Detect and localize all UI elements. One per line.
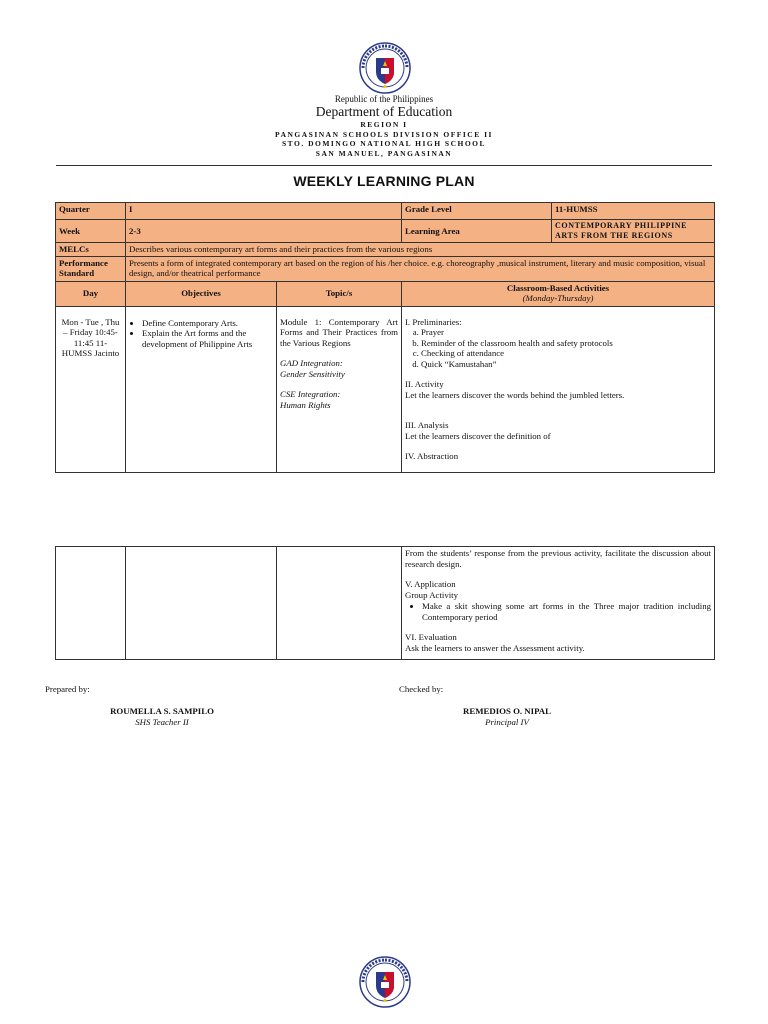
checked-by-name: REMEDIOS O. NIPAL	[462, 706, 552, 716]
preliminary-item: c. Checking of attendance	[421, 348, 711, 359]
prepared-by-label: Prepared by:	[45, 684, 90, 694]
activities-header-title: Classroom-Based Activities	[506, 282, 610, 293]
performance-row	[56, 256, 715, 281]
objective-item: • Define Contemporary Arts.	[142, 318, 273, 329]
address-text: SAN MANUEL, PANGASINAN	[315, 148, 453, 158]
header-divider	[56, 165, 712, 166]
page-title: WEEKLY LEARNING PLAN	[293, 173, 475, 189]
activity-text: Let the learners discover the words behind the jumbled letters.	[405, 389, 625, 400]
activity-heading: II. Activity	[405, 379, 444, 389]
application-item: • Make a skit showing some art forms in the Three major tradition including Contemporary period	[422, 601, 711, 622]
learning-area-value: CONTEMPORARY PHILIPPINE ARTS FROM THE REGIONS	[552, 220, 715, 243]
school-text: STO. DOMINGO NATIONAL HIGH SCHOOL	[281, 139, 487, 148]
application-list	[405, 601, 711, 622]
preliminary-item: d. Quick “Kamustahan”	[421, 359, 711, 370]
objectives-list	[129, 318, 273, 350]
week-label: Week	[56, 220, 126, 243]
deped-seal-footer-logo	[359, 956, 411, 1008]
quarter-label: Quarter	[56, 203, 126, 220]
activities-continued-cell	[402, 547, 715, 660]
column-header-row	[56, 281, 715, 306]
application-heading: V. Application	[405, 579, 456, 589]
deped-seal-logo	[359, 42, 411, 94]
abstraction-heading: IV. Abstraction	[405, 451, 459, 461]
learning-plan-table	[55, 202, 715, 473]
objectives-header: Objectives	[126, 281, 277, 306]
office-lines	[0, 120, 768, 158]
republic-text: Republic of the Philippines	[334, 94, 434, 104]
activities-header-subtitle: (Monday-Thursday)	[522, 293, 594, 303]
week-row	[56, 220, 715, 243]
topic-module: Module 1: Contemporary Art Forms and Their Practices from the Various Regions	[280, 316, 398, 348]
cse-integration-value: Human Rights	[280, 399, 331, 410]
continuation-table	[55, 546, 715, 660]
day-cell: Mon - Tue , Thu – Friday 10:45-11:45 11-HUMSS Jacinto	[56, 306, 126, 472]
grade-level-label: Grade Level	[402, 203, 552, 220]
division-text: PANGASINAN SCHOOLS DIVISION OFFICE II	[275, 129, 493, 139]
checked-by-title: Principal IV	[485, 717, 529, 727]
prepared-by-title: SHS Teacher II	[135, 717, 189, 727]
prepared-by-name: ROUMELLA S. SAMPILO	[110, 706, 214, 716]
objective-item: • Explain the Art forms and the development of Philippine Arts	[142, 328, 273, 349]
topics-cell	[277, 306, 402, 472]
topics-header: Topic/s	[277, 281, 402, 306]
week-value: 2-3	[126, 220, 402, 243]
application-subheading: Group Activity	[405, 589, 459, 600]
grade-level-value: 11-HUMSS	[552, 203, 715, 220]
evaluation-text: Ask the learners to answer the Assessment activity.	[405, 642, 585, 653]
learning-area-label: Learning Area	[402, 220, 552, 243]
quarter-row	[56, 203, 715, 220]
region-text: REGION I	[360, 120, 408, 129]
preliminary-item: b. Reminder of the classroom health and safety protocols	[421, 338, 711, 349]
gad-integration-label: GAD Integration:	[280, 358, 343, 368]
evaluation-heading: VI. Evaluation	[405, 632, 457, 642]
objectives-cell-empty	[126, 547, 277, 660]
checked-by-label: Checked by:	[399, 684, 444, 694]
objectives-cell	[126, 306, 277, 472]
melcs-value: Describes various contemporary art forms and their practices from the various regions	[126, 243, 715, 257]
continuation-row	[56, 547, 715, 660]
performance-value: Presents a form of integrated contemporary art based on the region of his /her choice. e.g. choreography ,musical instrument, literary and music composition, visual design, and/or theatrical performance	[126, 256, 715, 281]
melcs-row	[56, 243, 715, 257]
analysis-heading: III. Analysis	[405, 420, 449, 430]
preliminary-item: a. Prayer	[421, 327, 711, 338]
preliminaries-heading: I. Preliminaries:	[405, 316, 462, 327]
abstraction-text: From the students’ response from the previous activity, facilitate the discussion about research design.	[405, 548, 711, 569]
day-cell-empty	[56, 547, 126, 660]
gad-integration-value: Gender Sensitivity	[280, 368, 345, 379]
analysis-text: Let the learners discover the definition of	[405, 430, 551, 441]
melcs-label: MELCs	[56, 243, 126, 257]
topics-cell-empty	[277, 547, 402, 660]
lesson-row	[56, 306, 715, 472]
performance-label: Performance Standard	[56, 256, 126, 281]
department-text: Department of Education	[315, 104, 453, 119]
day-header: Day	[56, 281, 126, 306]
quarter-value: I	[126, 203, 402, 220]
preliminaries-list	[405, 327, 711, 369]
activities-cell	[402, 306, 715, 472]
activities-header	[402, 281, 715, 306]
cse-integration-label: CSE Integration:	[280, 389, 341, 399]
